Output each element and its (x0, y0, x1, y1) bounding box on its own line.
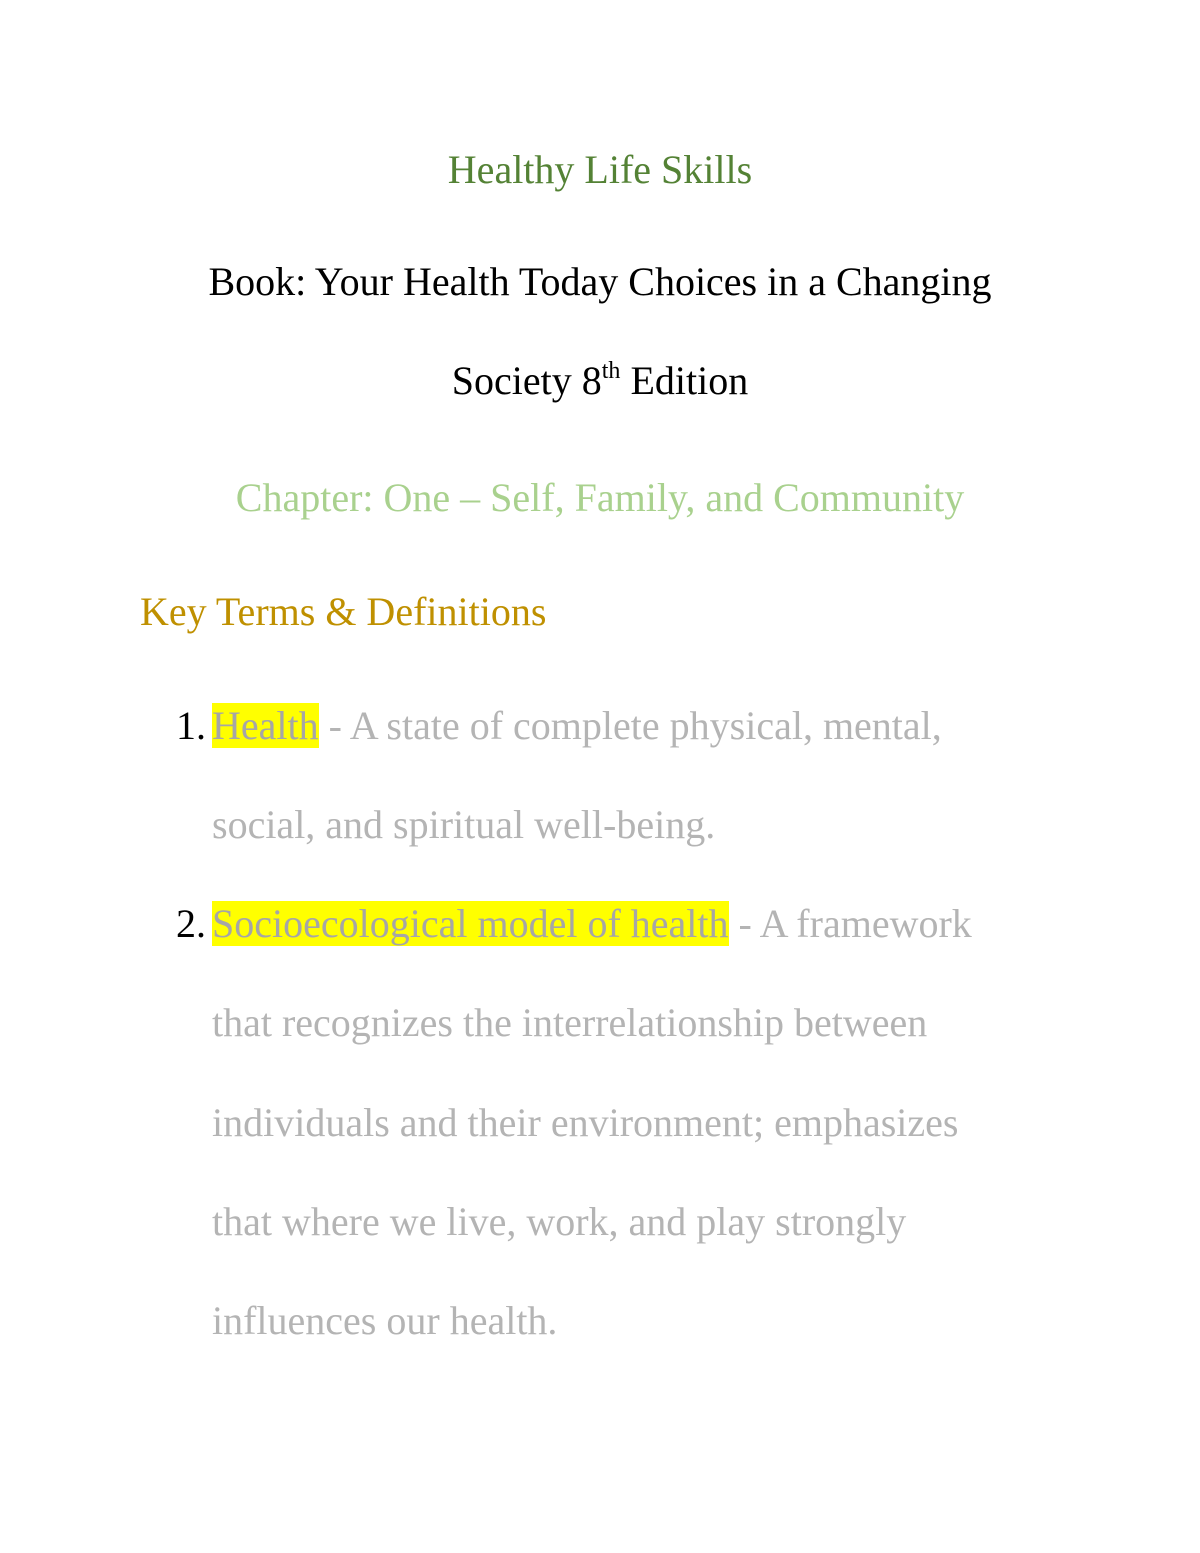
definition-text: that recognizes the interrelationship between (212, 1000, 928, 1045)
document-title: Healthy Life Skills (447, 147, 753, 192)
term-number: 1. (176, 703, 206, 748)
edition-superscript: th (601, 357, 621, 384)
book-title-line-1: Book: Your Health Today Choices in a Changing (208, 259, 992, 304)
definition-text: that where we live, work, and play strongly (212, 1199, 907, 1244)
highlighted-term: Health (212, 703, 319, 748)
definition-text: social, and spiritual well-being. (212, 802, 716, 847)
definition-text: - A state of complete physical, mental, (318, 703, 942, 748)
term-definition-line (212, 900, 972, 948)
book-title-prefix: Society 8 (451, 358, 602, 403)
highlighted-term: Socioecological model of health (212, 901, 729, 946)
definition-text: individuals and their environment; emphasizes (212, 1100, 959, 1145)
definition-text: influences our health. (212, 1298, 558, 1343)
section-heading: Key Terms & Definitions (140, 589, 547, 634)
book-title-line-2 (0, 357, 1200, 405)
term-number: 2. (176, 901, 206, 946)
chapter-heading: Chapter: One – Self, Family, and Community (235, 475, 965, 520)
definition-text: - A framework (728, 901, 972, 946)
book-title-suffix: Edition (620, 358, 749, 403)
term-definition-line (212, 702, 942, 750)
